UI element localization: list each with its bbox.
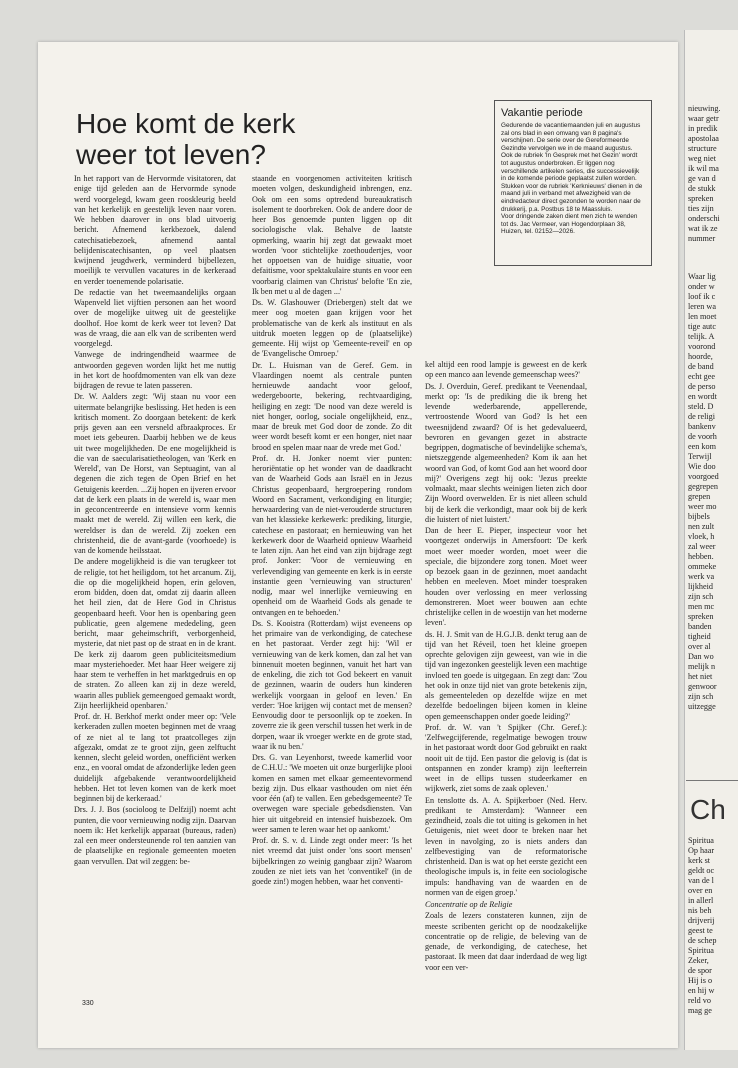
paragraph: Ds. J. Overduin, Geref. predikant te Veenendaal, merkt op: 'Is de prediking die ik breng het levende wederbarende, appellerende, vertroostende Woord van God? Is het een tweesnijdend zwaard? Of is het gedevalueerd, bevroren en gevangen gezet in abstracte begrippen, dogmatische of bevindelijke schema's, nietszeggende algemeenheden? Kom ik aan het woord van God, of komt God aan het woord door mij?' Overigens zegt hij ook: 'Jezus preekte volmaakt, maar slechts weinigen lieten zich door Zijn Woord overwelden. Er is niet alleen schuld bij de kerk die verkondigt, maar ook bij de kerk die luistert of niet luistert.' [425, 381, 587, 524]
paragraph: En tenslotte ds. A. A. Spijkerboer (Ned. Herv. predikant te Amsterdam): 'Wanneer een gezindheid, zoals die tot uiting is gekomen in het Getuigenis, niet weet door te breken naar het leven in navolging, zo is niets anders dan zelfbevestiging van de reformatorische christenheid. Dan is wat op het eerste gezicht een theologische impuls is, in feite een sociologische impuls: handhaving van de waarden en de normen van de eigen groep.' [425, 795, 587, 897]
adjacent-page-line: een kom [688, 442, 716, 451]
paragraph: De andere mogelijkheid is die van terugkeer tot de religie, tot het heiligdom, tot het arcanum. Zij, die op die mogelijkheid hopen, erin geloven, erom bidden, doen dat, omdat zij daarin alleen het heil zien, dat de Here God in Christus geopenbaard heeft. Voor hen is openbaring geen publicatie, geen algemene mededeling, geen bericht, maar geheimschrift, verborgenheid, mysterie, dat niet past op de straat en in de krant. De kerk zij daarom geen publiciteitsmedium maar mysteriehoeder. Met haar Heer weigere zij haar stem te verheffen in het marktgedruis en op de straten. Zo alleen kan zij in deze wereld, waarin alles publiek gemeengoed gemaakt wordt, Zijn heerlijkheid openbaren.' [74, 557, 236, 710]
article-column-3 [425, 360, 587, 974]
adjacent-page-line: kerk st [688, 856, 711, 865]
adjacent-page-line: Spiritua [688, 836, 714, 845]
adjacent-page-line: geldt oc [688, 866, 715, 875]
paragraph: Vanwege de indringendheid waarmee de antwoorden gegeven worden lijkt het me nuttig in het kort de hoofdmomenten van elk van deze bijdragen de revue te laten passeren. [74, 350, 236, 390]
page-number: 330 [82, 1000, 94, 1007]
adjacent-page-line: weg niet [688, 154, 716, 163]
adjacent-page-line: ties zijn [688, 204, 714, 213]
paragraph: Prof. dr. W. van 't Spijker (Chr. Geref.): 'Zelfwegcijferende, regelmatige bewogen trouw in het pastoraat wordt door God gebruikt en raakt nooit uit de tijd. Een pastor die gelovig is (dat is ontspannen en zonder kramp) zijn leefterrein weet in de ellips tussen studeerkamer en wijkwerk, ziet soms de zaak opleven.' [425, 722, 587, 794]
adjacent-page-line: telijk. A [688, 332, 715, 341]
adjacent-page-line: hebben. [688, 552, 714, 561]
adjacent-page-line: voorgoed [688, 472, 719, 481]
adjacent-page-line: uitzegge [688, 702, 716, 711]
adjacent-page-line: Hij is o [688, 976, 713, 985]
adjacent-page-line: grepen [688, 492, 711, 501]
adjacent-page-line: zal weer [688, 542, 716, 551]
paragraph: Dan de heer E. Pieper, inspecteur voor het voortgezet onderwijs in Amersfoort: 'De kerk moet weer moeder worden, moet weer die speciale, die bijzondere zorg tonen. Moet weer op bezoek gaan in de gezinnen, moet aandacht hebben en meeleven. Moet minder toespraken houden over verlossing en meer verlossing demonstreren. Moet weer bouwen aan echte christelijke cellen in de woestijn van het moderne leven'. [425, 526, 587, 628]
adjacent-page-line: over en [688, 886, 713, 895]
adjacent-page-top-text [685, 104, 721, 244]
vacation-notice-box [494, 100, 652, 266]
adjacent-page-line: de perso [688, 382, 716, 391]
article-title: Hoe komt de kerk weer tot leven? [76, 108, 296, 170]
adjacent-page-line: spreken [688, 194, 714, 203]
adjacent-page-line: ge van d [688, 174, 716, 183]
adjacent-page-line: van de l [688, 876, 714, 885]
adjacent-page-line: de spor [688, 966, 712, 975]
paragraph: Prof. dr. H. Jonker noemt vier punten: heroriëntatie op het wonder van de daadkracht van de Waarheid Gods aan Israël en in Jezus Christus geopenbaard, hergroepering rondom Woord en Sacrament, verkondiging en liturgie; herwaardering van de niet-verouderde structuren van het klassieke kerkewerk: prediking, liturgie, catechese en pastoraat; en hernieuwing van het kerkewerk door de Waarheid opnieuw Waarheid te laten zijn. Aan het eind van zijn bijdrage zegt prof. Jonker: 'Voor de vernieuwing en verlevendiging van gemeente en kerk is in eerste instantie geen 'vernieuwing van structuren' nodig, maar wel innerlijke vernieuwing en openheid om de Waarheid Gods als genade te ontvangen en te behoeden.' [252, 453, 412, 617]
section-divider [686, 780, 738, 781]
notice-paragraph: Stukken voor de rubriek 'Kerknieuws' dienen in de maand juli in verband met afwezigheid van de eindredacteur direct gezonden te worden naar de drukkerij, p.a. Postbus 18 te Maassluis. [501, 182, 643, 213]
paragraph: Dr. L. Huisman van de Geref. Gem. in Vlaardingen noemt als centrale punten hernieuwde aandacht voor geloof, wedergeboorte, bekering, rechtvaardiging, heiliging en zegt: 'De nood van deze wereld is niet honger, oorlog, sociale ongelijkheid, enz., maar de breuk met God door de zonde. Zo dit weer wordt beseft komt er een honger, niet naar brood en spelen maar naar de vrede met God.' [252, 360, 412, 452]
adjacent-page-line: de religi [688, 412, 716, 421]
adjacent-page-line: structure [688, 144, 717, 153]
adjacent-page-line: nen zult [688, 522, 715, 531]
adjacent-page-line: werk va [688, 572, 715, 581]
paragraph: Drs. J. J. Bos (socioloog te Delfzijl) noemt acht punten, die voor vernieuwing nodig zijn. Daarvan noem ik: Het kerkelijk apparaat (bureaus, raden) zal een meer ondersteunende rol ten aanzien van de plaatselijke en regionale gemeenten moeten gaan vervullen. Dat wil zeggen: be- [74, 805, 237, 866]
adjacent-page-bottom-text [685, 836, 716, 1016]
adjacent-page-line: Terwijl [688, 452, 712, 461]
adjacent-page-line: nis beh [688, 906, 712, 915]
notice-heading: Vakantie periode [501, 107, 583, 119]
adjacent-page-line: Zeker, [688, 956, 709, 965]
adjacent-page-line: len moet [688, 312, 717, 321]
adjacent-page-line: geest te [688, 926, 713, 935]
adjacent-page-line: ik wil ma [688, 164, 719, 173]
paragraph: staande en voorgenomen activiteiten kritisch moeten volgen, deskundigheid inbrengen, enz. Ook om een soms optredend bureaukratisch isolement te doorbreken. Ook de andere door de heer Bos genoemde punten liggen op dit sociologische vlak. Behalve de laatste opmerking, waarin hij zegt dat gewaakt moet worden 'voor stichtelijke zoethoudertjes, voor het oppoetsen van de huidige situatie, voor defaitisme, voor spektakulaire stunts en voor een voorbarig claimen van Christus' belofte 'En zie, Ik ben met u al de dagen ...' [252, 174, 412, 296]
paragraph: Ds. S. Kooistra (Rotterdam) wijst eveneens op het primaire van de verkondiging, de catechese en het pastoraat. Verder zegt hij: 'Wil er vernieuwing van de kerk komen, dan zal het van binnenuit moeten beginnen, vanuit het hart van de enkeling, die zich tot God bekeert en vanuit de gezinnen, waarin de ouders hun kinderen werkelijk voorgaan in geloof en leven.' En verder: 'Hoe krijgen wij contact met de mensen? Eenvoudig door te persoonlijk op te zoeken. In zoverre zie ik geen verschil tussen het werk in de dorpen, waar ik vroeger werkte en de grote stad, waar ik nu ben.' [252, 618, 412, 751]
adjacent-page-line: leren wa [688, 302, 716, 311]
adjacent-page-line: Waar lig [688, 272, 716, 281]
adjacent-page-line: wat ik ze [688, 224, 718, 233]
adjacent-page-line: banden [688, 622, 712, 631]
adjacent-page-line: mag ge [688, 1006, 712, 1015]
adjacent-page-line: bijbels [688, 512, 710, 521]
adjacent-page-edge [684, 30, 738, 1050]
adjacent-page-line: loof ik c [688, 292, 716, 301]
paragraph: Prof. dr. H. Berkhof merkt onder meer op: 'Vele kerkeraden zullen moeten beginnen met de vraag of ze niet al te lang tot praatcolleges zijn afgezakt, omdat ze te groot zijn, geen zelftucht kennen, slecht geleid worden, onefficiënt werken enz., en vooral omdat de afzonderlijke leden geen duidelijk afgebakende verantwoordelijkheid hebben. Het tot leven komen van de kerk moet beginnen bij de kerkeraad.' [74, 712, 236, 803]
paragraph: Zoals de lezers constateren kunnen, zijn de meeste scribenten gericht op de noodzakelijke concentratie op de religie, de beleving van de genade, de verkondiging, de catechese, het pastoraat. Ik meen dat daar inderdaad de weg ligt voor een ver- [425, 911, 587, 972]
adjacent-page-line: reld vo [688, 996, 711, 1005]
paragraph: Prof. dr. S. v. d. Linde zegt onder meer: 'Is het niet vreemd dat juist onder 'ons soort mensen' bijbelkringen zo weinig gangbaar zijn? Waarom zouden ze niet iets van het 'conventikel' (in de goede zin!) mogen hebben, waar het conventi- [252, 836, 412, 886]
adjacent-page-line: tigheid [688, 632, 711, 641]
paragraph: De redactie van het tweemaandelijks orgaan Wapenveld liet vijftien personen aan het woord over de mogelijke uitweg uit de geestelijke doolhof. Hoe komt de kerk weer tot leven? Dat was de vraag, die aan elk van de scribenten werd voorgelegd. [74, 287, 236, 348]
adjacent-page-line: genwoor [688, 682, 717, 691]
adjacent-page-line: steld. D [688, 402, 714, 411]
paragraph: ds. H. J. Smit van de H.G.J.B. denkt terug aan de tijd van het Réveil, toen het kleine groepen oprechte gelovigen zijn geweest, van wie in die tijd van ingezonken geestelijk leven een machtige invloed ten goede is uitgegaan. En zegt dan: 'Zou het ook in onze tijd niet van grote betekenis zijn, als gemeenteleden op dezelfde wijze en met dezelfde bedoelingen bijeen komen in kleine open gemeenschappen onder goede leiding?' [425, 629, 587, 721]
article-column-1 [74, 174, 236, 868]
adjacent-page-line: Spiritua [688, 946, 714, 955]
adjacent-page-line: en wordt [688, 392, 717, 401]
adjacent-page-line: vloek, h [688, 532, 715, 541]
article-column-2 [252, 174, 412, 888]
adjacent-page-line: weer mo [688, 502, 717, 511]
paragraph: Dr. W. Aalders zegt: 'Wij staan nu voor een uitermate belangrijke beslissing. Het heden is een kritisch moment. Zo doorgaan betekent: de kerk prijs geven aan een versneld afbraakproces. Er moet iets gebeuren. Daarbij hebben we de keus uit twee mogelijkheden. De ene mogelijkheid is die van de saecularisatietheologen, van 'Kerk en Wereld', van De Horst, van Septuagint, van al degenen die zich tegen de Open Brief en het Getuigenis keerden. ...Zij hopen en ijveren ervoor dat de kerk een plaats in de wereld is, waar men in geconcentreerde en intensieve vorm kennis maakt met de wereld. Zij willen een kerk, die wereldser is dan de wereld. Zij zoeken een christenheid, die de avant-garde (voorhoede) is van de komende heilsstaat. [74, 392, 236, 555]
adjacent-page-line: onderschi [688, 214, 720, 223]
notice-paragraph: Voor dringende zaken dient men zich te wenden tot ds. Jac Vermeer, van Hogendorplaan 38, Huizen, tel. 02152—2026. [501, 213, 638, 236]
adjacent-page-line: de band [688, 362, 714, 371]
paragraph: kel altijd een rood lampje is geweest en de kerk op een manco aan levende gemeenschap wees?' [425, 360, 587, 380]
adjacent-page-line: melijk n [688, 662, 716, 671]
notice-paragraph: Gedurende de vacantiemaanden juli en augustus zal ons blad in een omvang van 8 pagina's verschijnen. De serie over de Gereformeerde Gezindte vervolgen we in de maand augustus. Ook de rubriek 'In Gesprek met het Gezin' wordt tot augustus onderbroken. Er liggen nog verschillende artikelen series, die successievelijk in de komende periode geplaatst zullen worden. [501, 122, 641, 183]
adjacent-page-line: apostolaa [688, 134, 719, 143]
adjacent-page-line: gegrepen [688, 482, 719, 491]
adjacent-page-line: de voorh [688, 432, 717, 441]
adjacent-page-line: Wie doo [688, 462, 716, 471]
adjacent-page-line: nieuwing. [688, 104, 721, 113]
adjacent-page-mid-text [685, 272, 719, 712]
adjacent-page-line: het niet [688, 672, 713, 681]
subheading: Concentratie op de Religie [425, 900, 513, 909]
adjacent-page-line: ommeke [688, 562, 717, 571]
adjacent-page-line: voorond [688, 342, 716, 351]
adjacent-page-line: Op haar [688, 846, 715, 855]
adjacent-page-line: tige autc [688, 322, 716, 331]
adjacent-page-line: over al [688, 642, 711, 651]
paragraph: Ds. W. Glashouwer (Driebergen) stelt dat we meer oog moeten gaan krijgen voor het problematische van de kerk als instituut en als uitdruk moeten leggen op de (plaatselijke) gemeente. Hij wijst op 'Gemeente-reveil' en op de 'Evangelische Omroep.' [252, 298, 412, 359]
adjacent-page-line: en hij w [688, 986, 715, 995]
adjacent-page-line: echt gee [688, 372, 716, 381]
adjacent-page-line: drijverij [688, 916, 715, 925]
paragraph: Drs. G. van Leyenhorst, tweede kamerlid voor de C.H.U.: 'We moeten uit onze burgerlijke plooi komen en samen met elkaar gemeentevormend bezig zijn. Dus elkaar vasthouden om niet één voor één (af) te vallen. Een gebedsgemeente? Te overwegen ware speciale gebedsdiensten. Van hier uit uitgebreid en intensief huisbezoek. Om weer samen te leren waar het op aankomt.' [252, 753, 412, 834]
adjacent-page-line: in predik [688, 124, 718, 133]
adjacent-page-line: onder w [688, 282, 715, 291]
adjacent-page-line: waar getr [688, 114, 719, 123]
adjacent-page-line: de schep [688, 936, 717, 945]
adjacent-page-line: nummer [688, 234, 716, 243]
paragraph: In het rapport van de Hervormde visitatoren, dat enige tijd geleden aan de Hervormde synode werd voorgelegd, kwam geen rooskleurig beeld van het kerkelijk en geestelijk leven naar voren. We hebben daarover in ons blad uitvoerig bericht. Afnemend kerkbezoek, dalend catechisatiebezoek, afnemend aantal belijdeniscatechisanten, op veel plaatsen kwijnend jeugdwerk, verminderd bijbellezen, moeilijk te vervullen vacatures in de kerkeraad en verder toenemende polarisatie. [74, 174, 236, 286]
adjacent-page-line: zijn sch [688, 592, 714, 601]
adjacent-page-line: bankenv [688, 422, 716, 431]
adjacent-page-line: de stukk [688, 184, 716, 193]
adjacent-page-line: spreken [688, 612, 714, 621]
adjacent-page-line: hoorde, [688, 352, 713, 361]
adjacent-page-line: lijkheid [688, 582, 714, 591]
adjacent-page-line: in allerl [688, 896, 714, 905]
adjacent-page-line: men mc [688, 602, 715, 611]
adjacent-page-heading: Ch [690, 794, 726, 825]
adjacent-page-line: Dan wo [688, 652, 714, 661]
adjacent-page-line: zijn sch [688, 692, 714, 701]
